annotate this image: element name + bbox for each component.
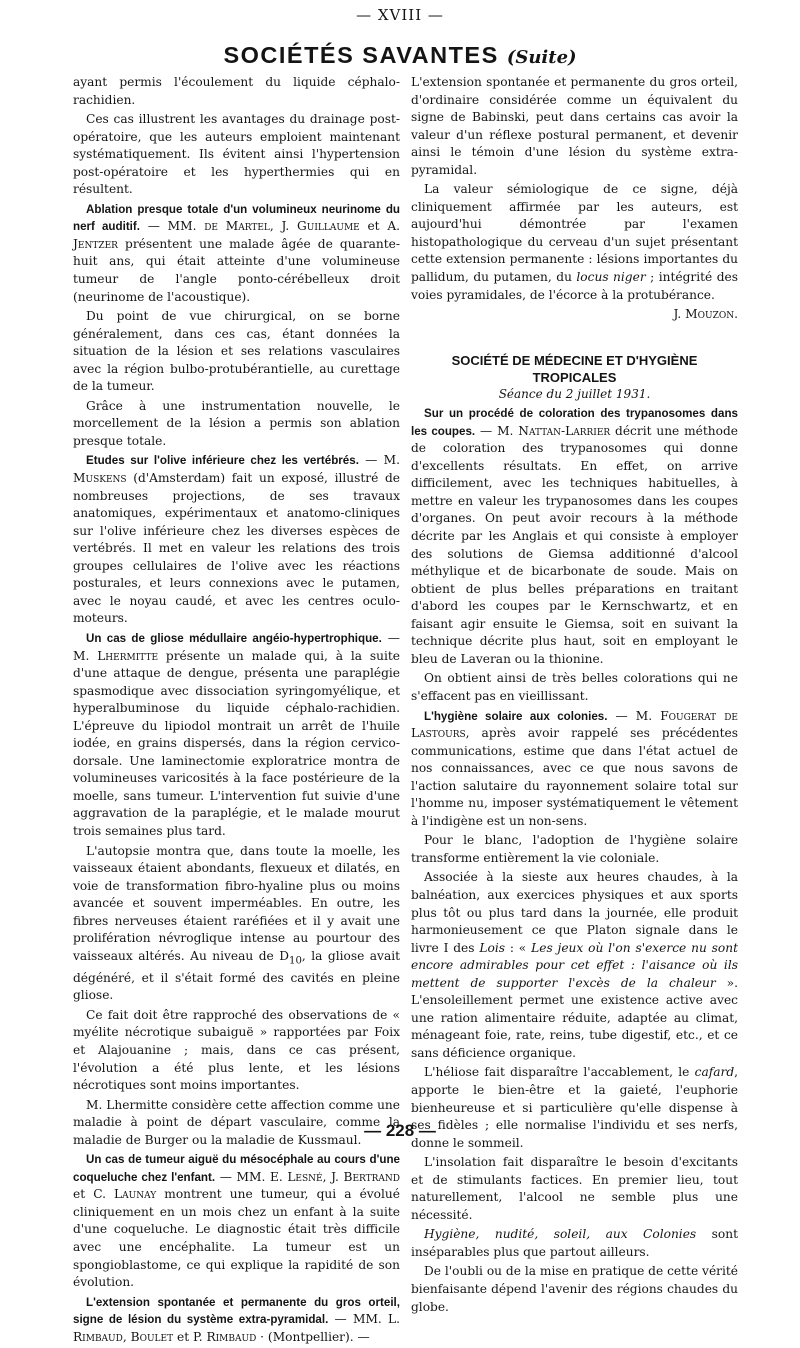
author: M. Nattan-Larrier	[497, 423, 611, 438]
paragraph: L'autopsie montra que, dans toute la moelle, les vaisseaux étaient abondants, flexueux et dilatés, en voie de transformation fibro-hyaline plus ou moins avancée et souvent imperméables. En outre, les fibres nerveuses étaient raréfiées et il y avait une prolifération névroglique intense au pourtour des vaisseaux altérés. Au niveau de $D_{10}$, la gliose avait dégénéré, et il s'était formé des cavités en pleine gliose.	[73, 843, 401, 1003]
author: Boulet	[130, 1329, 174, 1344]
paragraph: La valeur sémiologique de ce signe, déjà cliniquement affirmée par les auteurs, est aujourd'hui démontrée par l'examen histopathologique du cerveau d'un sujet présentant cette extension permanente : lésions importantes du pallidum, du putamen, du locus niger ; intégrité des voies pyramidales, de l'écorce à la protubérance.	[411, 182, 738, 302]
communication-title: L'hygiène solaire aux colonies.	[424, 709, 608, 723]
communication-title: Etudes sur l'olive inférieure chez les vertébrés.	[86, 454, 359, 468]
left-column	[73, 74, 400, 1348]
author: E. Lesné	[269, 1169, 323, 1184]
author: A. Jentzer	[73, 219, 400, 251]
communication: Un cas de gliose médullaire angéio-hypertrophique. — M. Lhermitte présente un malade qui, à la suite d'une attaque de dengue, présenta une paraplégie spasmodique avec dissociation syringomyélique, et hyperalbuminose du liquide céphalo-rachidien. L'épreuve du lipiodol montrait un arrêt de l'huile iodée, en grains dispersés, dans la région cervico-dorsale. Une laminectomie exploratrice montra de volumineuses varicosités à la face postérieure de la moelle, sans tumeur. L'intervention fut suivie d'une aggravation de la paraplégie, et le malade mourut trois semaines plus tard.	[73, 630, 400, 838]
author: M. Fougerat de Lastours	[411, 708, 738, 741]
page-folio: — XVIII —	[356, 6, 444, 24]
author: J. Guillaume	[281, 219, 360, 234]
author: C. Launay	[93, 1187, 157, 1202]
paragraph: Hygiène, nudité, soleil, aux Colonies sont inséparables plus que partout ailleurs.	[411, 1227, 738, 1259]
subscript: 10	[288, 955, 302, 967]
communication-title: L'extension spontanée et permanente du gros orteil, signe de lésion du système extra-pyramidal.	[73, 1295, 400, 1327]
communication-title: Un cas de tumeur aiguë du mésocéphale au cours d'une coqueluche chez l'enfant.	[73, 1153, 400, 1184]
communication: Etudes sur l'olive inférieure chez les vertébrés. — M. Muskens (d'Amsterdam) fait un exposé, illustré de nombreuses projections, de ses travaux anatomiques, expérimentaux et anatomo-cliniques sur l'olive inférieure chez les diverses espèces de vertébrés. Il met en valeur les relations des trois groupes cellulaires de l'olive avec les réactions posturales, et leurs connexions avec le putamen, avec le noyau caudé, et avec les centres oculo-moteurs.	[73, 453, 400, 626]
communication: L'hygiène solaire aux colonies. — M. Fougerat de Lastours, après avoir rappelé ses précédentes communications, estime que dans l'état actuel de nos connaissances, avec ce que nous savons de l'action salutaire du rayonnement solaire total sur l'homme nu, imposer systématiquement le vêtement à l'indigène est un non-sens.	[411, 708, 738, 828]
author: L. Rimbaud	[73, 1312, 400, 1344]
author: P. Rimbaud	[192, 1329, 257, 1344]
paragraph: L'héliose fait disparaître l'accablement, le cafard, apporte le bien-être et la gaieté, l'euphorie bienheureuse et si particulière qu'elle dispense à ses fidèles ; elle normalise l'individu et ses nerfs, donne le sommeil.	[411, 1065, 738, 1150]
paragraph: Pour le blanc, l'adoption de l'hygiène solaire transforme entièrement la vie coloniale.	[411, 833, 738, 865]
communication-title: Un cas de gliose médullaire angéio-hypertrophique.	[86, 631, 382, 645]
paragraph: Grâce à une instrumentation nouvelle, le morcellement de la lésion a permis son ablation presque totale.	[73, 398, 400, 448]
paragraph: Associée à la sieste aux heures chaudes, à la balnéation, aux exercices physiques et aux sports plus tôt ou plus tard dans la journée, elle produit harmonieusement ce que Platon signale dans le livre I des Lois : « Les jeux où l'on s'exerce nu sont encore admirables pour cet effet : l'aisance où ils mettent de supporter l'excès de la chaleur ». L'ensoleillement permet une existence active avec une ration alimentaire réduite, adaptée au climat, ménageant foie, rate, reins, tube digestif, etc., et ce sans déficience organique.	[411, 870, 738, 1060]
communication-title: Sur un procédé de coloration des trypanosomes dans les coupes.	[411, 407, 738, 438]
paragraph: Ce fait doit être rapproché des observations de « myélite nécrotique subaiguë » rapportées par Foix et Alajouanine ; mais, dans ce cas présent, l'évolution a été plus lente, et les lésions nécrotiques sont moins importantes.	[73, 1007, 400, 1093]
paragraph: M. Lhermitte considère cette affection comme une maladie à point de départ vasculaire, comme la maladie de Burger ou la maladie de Kussmaul.	[73, 1097, 400, 1147]
section-title: SOCIÉTÉ DE MÉDECINE ET D'HYGIÈNE TROPICALES	[451, 352, 698, 385]
paragraph: L'extension spontanée et permanente du gros orteil, d'ordinaire considérée comme un équivalent du signe de Babinski, peut dans certains cas avoir la valeur d'un réflexe postural permanent, et devenir ainsi le témoin d'une lésion du système extra-pyramidal.	[411, 75, 738, 177]
header-title: SOCIÉTÉS SAVANTES	[223, 42, 499, 68]
paragraph: ayant permis l'écoulement du liquide céphalo-rachidien.	[73, 75, 400, 107]
communication: Ablation presque totale d'un volumineux neurinome du nerf auditif. — MM. de Martel, J. Guillaume et A. Jentzer présentent une malade âgée de quarante-huit ans, qui était atteinte d'une volumineuse tumeur de l'angle ponto-cérébelleux droit (neurinome de l'acoustique).	[73, 202, 400, 304]
paragraph: De l'oubli ou de la mise en pratique de cette vérité bienfaisante dépend l'avenir des régions chaudes du globe.	[411, 1264, 738, 1314]
paragraph: On obtient ainsi de très belles colorations qui ne s'effacent pas en vieillissant.	[411, 671, 738, 703]
page-header	[0, 42, 800, 69]
page-number: — 228 —	[364, 1121, 436, 1140]
communication: L'extension spontanée et permanente du gros orteil, signe de lésion du système extra-pyramidal. — MM. L. Rimbaud, Boulet et P. Rimbaud · (Montpellier). —	[73, 1295, 400, 1344]
communication: Un cas de tumeur aiguë du mésocéphale au cours d'une coqueluche chez l'enfant. — MM. E. Lesné, J. Bertrand et C. Launay montrent une tumeur, qui a évolué cliniquement en un mois chez un enfant à la suite d'une coqueluche. Le diagnostic était très difficile avec une encéphalite. La tumeur est un spongioblastome, ce qui explique la rapidité de son évolution.	[73, 1153, 401, 1290]
author: de Martel	[204, 219, 270, 234]
paragraph: L'insolation fait disparaître le besoin d'excitants et de stimulants factices. En premier lieu, tout naturellement, l'alcool ne semble plus une nécessité.	[411, 1155, 738, 1222]
paragraph: Du point de vue chirurgical, on se borne généralement, dans ces cas, étant données la situation de la lésion et ses relations vasculaires avec la région bulbo-protubérantielle, au curettage de la tumeur.	[73, 309, 400, 394]
session-date: Séance du 2 juillet 1931.	[498, 386, 651, 401]
quotation: Les jeux où l'on s'exerce nu sont encore admirables pour cet effet : l'aisance où ils mettent de supporter l'excès de la chaleur	[411, 940, 738, 990]
header-suite: (Suite)	[506, 47, 577, 68]
communication: Sur un procédé de coloration des trypanosomes dans les coupes. — M. Nattan-Larrier décrit une méthode de coloration des trypanosomes qui donne d'excellents résultats. En effet, on arrive difficilement, avec les techniques habituelles, à mettre en valeur les trypanosomes dans les coupes d'organes. On peut avoir recours à la méthode décrite par les Anglais et qui consiste à employer des solutions de Giemsa additionné d'alcool méthylique et de bicarbonate de soude. Mais on obtient de plus belles préparations en traitant d'abord les coupes par le Kernschwartz, et en faisant agir ensuite le Giemsa, soit en suivant la technique décrite plus haut, soit en employant le bleu de Laveran ou la thionine.	[411, 407, 738, 666]
author: M. Muskens	[73, 453, 400, 486]
communication-title: Ablation presque totale d'un volumineux neurinome du nerf auditif.	[73, 202, 400, 234]
author: M. Lhermitte	[73, 648, 159, 663]
signature: J. Mouzon.	[673, 307, 738, 322]
paragraph: Ces cas illustrent les avantages du drainage post-opératoire, que les auteurs emploient maintenant systématiquement. Ils évitent ainsi l'hypertension post-opératoire et les hyperthermies qui en résultent.	[73, 112, 400, 197]
author: J. Bertrand	[331, 1169, 401, 1184]
